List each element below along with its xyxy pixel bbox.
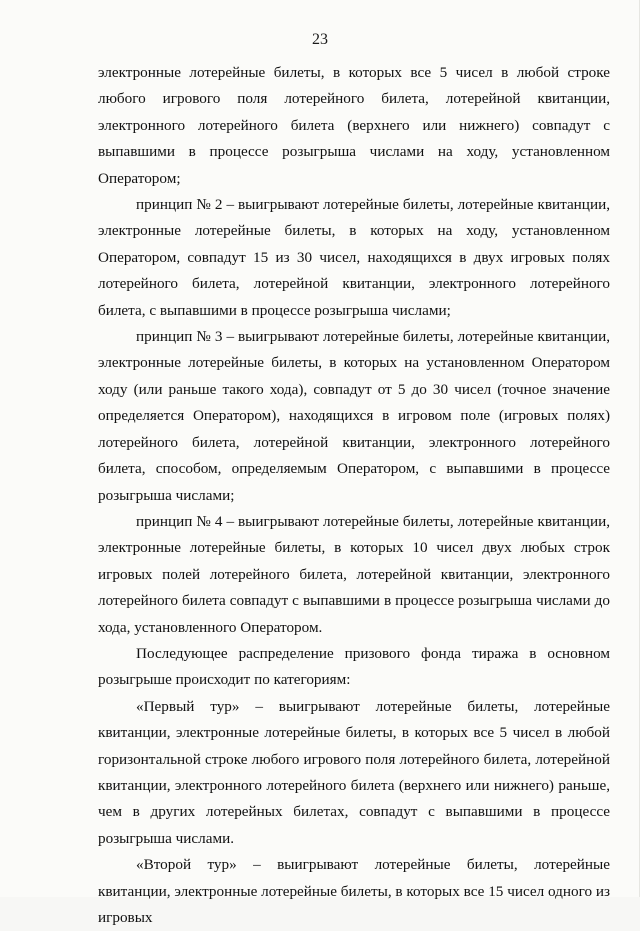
page-body [98, 60, 610, 931]
paragraph-principle-3: принцип № 3 – выигрывают лотерейные билеты, лотерейные квитанции, электронные лотерейные билеты, в которых на установленном Оператором ходу (или раньше такого хода), совпадут от 5 до 30 чисел (точное значение определяется Оператором), находящихся в игровом поле (игровых полях) лотерейного билета, лотерейной квитанции, электронного лотерейного билета, способом, определяемым Оператором, с выпавшими в процессе розыгрыша числами; [98, 328, 610, 504]
paragraph-second-round: «Второй тур» – выигрывают лотерейные билеты, лотерейные квитанции, электронные лотерейные билеты, в которых все 15 чисел одного из игровых [98, 856, 610, 926]
paragraph-distribution: Последующее распределение призового фонда тиража в основном розыгрыше происходит по категориям: [98, 644, 610, 689]
paragraph-principle-2: принцип № 2 – выигрывают лотерейные билеты, лотерейные квитанции, электронные лотерейные билеты, в которых на ходу, установленном Оператором, совпадут 15 из 30 чисел, находящихся в двух игровых полях лотерейного билета, лотерейной квитанции, электронного лотерейного билета, с выпавшими в процессе розыгрыша числами; [98, 196, 610, 319]
paragraph-principle-4: принцип № 4 – выигрывают лотерейные билеты, лотерейные квитанции, электронные лотерейные билеты, в которых 10 чисел двух любых строк игровых полей лотерейного билета, лотерейной квитанции, электронного лотерейного билета совпадут с выпавшими в процессе розыгрыша числами до хода, установленного Оператором. [98, 512, 610, 636]
paragraph-first-round: «Первый тур» – выигрывают лотерейные билеты, лотерейные квитанции, электронные лотерейные билеты, в которых все 5 чисел в любой горизонтальной строке любого игрового поля лотерейного билета, лотерейной квитанции, электронного лотерейного билета (верхнего или нижнего) раньше, чем в других лотерейных билетах, совпадут с выпавшими в процессе розыгрыша числами. [98, 697, 610, 847]
paragraph-continuation: электронные лотерейные билеты, в которых все 5 чисел в любой строке любого игрового поля лотерейного билета, лотерейной квитанции, электронного лотерейного билета (верхнего или нижнего) совпадут с выпавшими в процессе розыгрыша числами на ходу, установленном Оператором; [98, 64, 610, 187]
page-number: 23 [312, 31, 328, 48]
